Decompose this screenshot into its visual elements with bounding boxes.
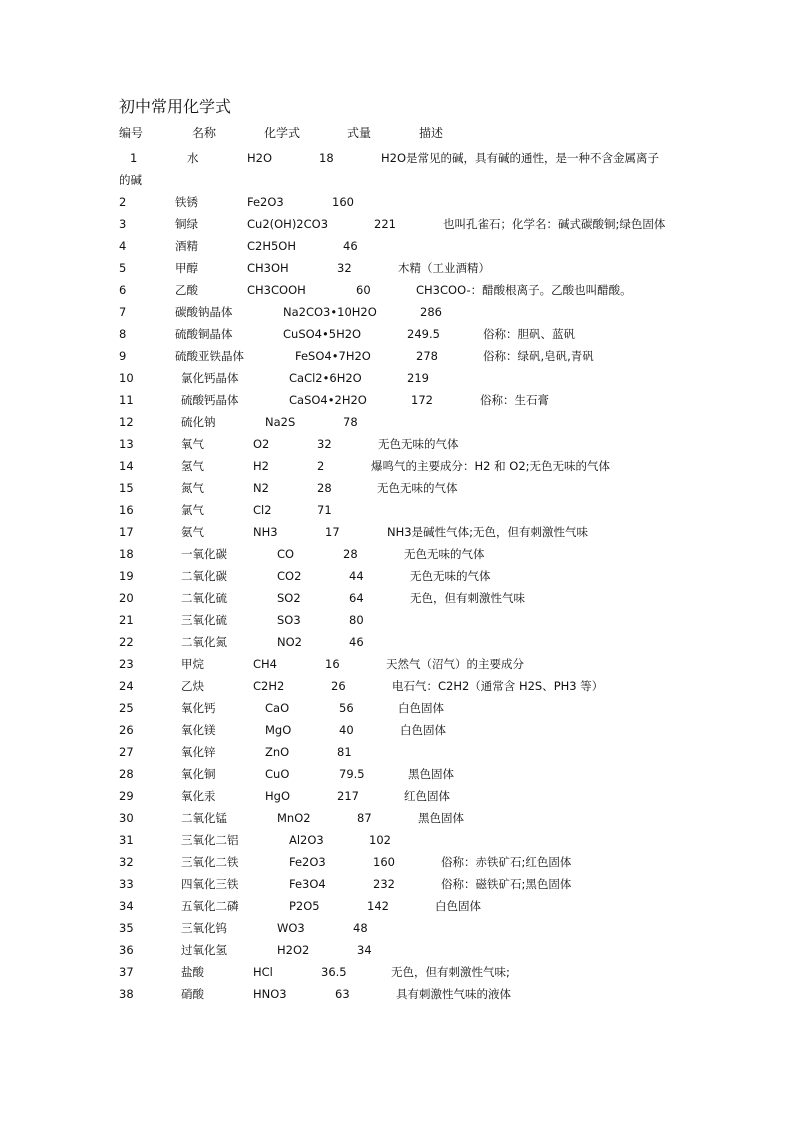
item-formula: HNO3: [253, 987, 287, 1001]
item-number: 8: [119, 327, 127, 341]
item-formula: N2: [253, 481, 269, 495]
item-mass: 16: [325, 657, 340, 671]
item-name: 氧化铜: [181, 767, 216, 781]
item-description: 木精（工业酒精）: [398, 261, 490, 275]
item-formula: CH3OH: [247, 261, 289, 275]
item-description: H2O是常见的碱，具有碱的通性，是一种不含金属离子: [381, 151, 660, 165]
item-formula: WO3: [277, 921, 305, 935]
item-description: 红色固体: [404, 789, 450, 803]
item-number: 27: [119, 745, 134, 759]
item-formula: Fe2O3: [289, 855, 326, 869]
item-mass: 160: [332, 195, 354, 209]
page-title: 初中常用化学式: [119, 97, 232, 116]
item-description: 具有刺激性气味的液体: [396, 987, 511, 1001]
item-name: 乙酸: [175, 283, 198, 297]
item-formula: Na2CO3•10H2O: [283, 305, 377, 319]
item-name: 氧气: [181, 437, 204, 451]
item-description: 俗称：磁铁矿石;黑色固体: [441, 877, 572, 891]
item-name: 二氧化氮: [181, 635, 227, 649]
item-description: 无色无味的气体: [410, 569, 491, 583]
item-formula: Na2S: [265, 415, 296, 429]
item-mass: 63: [335, 987, 350, 1001]
item-description: 俗称：绿矾,皂矾,青矾: [483, 349, 594, 363]
item-number: 15: [119, 481, 134, 495]
header-number: 编号: [119, 126, 144, 140]
item-mass: 46: [349, 635, 364, 649]
item-mass: 60: [356, 283, 371, 297]
item-number: 10: [119, 371, 134, 385]
item-description: 俗称：胆矾、蓝矾: [483, 327, 575, 341]
item-number: 5: [119, 261, 127, 275]
item-number: 14: [119, 459, 134, 473]
item-mass: 71: [317, 503, 332, 517]
item-mass: 87: [357, 811, 372, 825]
item-name: 甲醇: [175, 261, 198, 275]
item-formula: CaCl2•6H2O: [289, 371, 362, 385]
item-formula: CH4: [253, 657, 277, 671]
item-description-continued: 的碱: [119, 173, 142, 187]
item-mass: 36.5: [321, 965, 347, 979]
item-description: NH3是碱性气体;无色，但有刺激性气味: [387, 525, 588, 539]
item-name: 氢气: [181, 459, 204, 473]
item-name: 硫酸铜晶体: [175, 327, 233, 341]
item-name: 乙炔: [181, 679, 204, 693]
item-description: 无色，但有刺激性气味: [410, 591, 525, 605]
item-description: 无色无味的气体: [377, 481, 458, 495]
item-name: 三氧化硫: [181, 613, 227, 627]
item-formula: H2: [253, 459, 269, 473]
item-description: 爆鸣气的主要成分：H2 和 O2;无色无味的气体: [371, 459, 611, 473]
item-mass: 142: [367, 899, 389, 913]
item-formula: CaO: [265, 701, 290, 715]
item-number: 16: [119, 503, 134, 517]
item-mass: 26: [331, 679, 346, 693]
item-mass: 40: [339, 723, 354, 737]
item-number: 36: [119, 943, 134, 957]
item-formula: Al2O3: [289, 833, 324, 847]
item-name: 硫酸钙晶体: [181, 393, 239, 407]
item-formula: FeSO4•7H2O: [295, 349, 371, 363]
item-formula: Cl2: [253, 503, 272, 517]
item-number: 38: [119, 987, 134, 1001]
item-name: 水: [187, 151, 199, 165]
item-name: 氧化汞: [181, 789, 216, 803]
item-formula: SO2: [277, 591, 301, 605]
item-mass: 80: [349, 613, 364, 627]
item-number: 31: [119, 833, 134, 847]
item-formula: Fe2O3: [247, 195, 284, 209]
item-mass: 172: [411, 393, 433, 407]
item-name: 硝酸: [181, 987, 204, 1001]
item-mass: 48: [353, 921, 368, 935]
item-description: 白色固体: [398, 701, 444, 715]
item-number: 26: [119, 723, 134, 737]
item-name: 硫酸亚铁晶体: [175, 349, 244, 363]
item-mass: 102: [369, 833, 391, 847]
item-formula: P2O5: [289, 899, 320, 913]
item-name: 四氧化三铁: [181, 877, 239, 891]
item-mass: 32: [337, 261, 352, 275]
item-name: 二氧化锰: [181, 811, 227, 825]
item-number: 2: [119, 195, 127, 209]
item-number: 3: [119, 217, 127, 231]
item-name: 铜绿: [175, 217, 198, 231]
item-mass: 78: [343, 415, 358, 429]
item-formula: HCl: [253, 965, 273, 979]
item-description: 俗称：赤铁矿石;红色固体: [441, 855, 572, 869]
item-number: 19: [119, 569, 134, 583]
item-number: 7: [119, 305, 127, 319]
item-name: 氯气: [181, 503, 204, 517]
item-number: 30: [119, 811, 134, 825]
item-formula: Fe3O4: [289, 877, 326, 891]
item-description: 天然气（沼气）的主要成分: [386, 657, 524, 671]
item-mass: 46: [343, 239, 358, 253]
item-number: 32: [119, 855, 134, 869]
header-formula: 化学式: [264, 126, 301, 140]
item-name: 二氧化硫: [181, 591, 227, 605]
item-number: 13: [119, 437, 134, 451]
item-number: 4: [119, 239, 127, 253]
item-number: 20: [119, 591, 134, 605]
item-number: 11: [119, 393, 134, 407]
item-formula: ZnO: [265, 745, 290, 759]
item-formula: MgO: [265, 723, 292, 737]
item-number: 22: [119, 635, 134, 649]
item-formula: H2O: [247, 151, 273, 165]
item-number: 37: [119, 965, 134, 979]
item-name: 氯化钙晶体: [181, 371, 239, 385]
item-mass: 221: [374, 217, 396, 231]
item-name: 氧化镁: [181, 723, 216, 737]
item-formula: H2O2: [277, 943, 310, 957]
item-name: 三氧化二铝: [181, 833, 239, 847]
item-formula: CO: [277, 547, 295, 561]
item-formula: CH3COOH: [247, 283, 306, 297]
item-mass: 81: [337, 745, 352, 759]
item-description: 电石气：C2H2（通常含 H2S、PH3 等）: [392, 679, 604, 693]
item-formula: MnO2: [277, 811, 311, 825]
item-number: 9: [119, 349, 127, 363]
item-mass: 34: [357, 943, 372, 957]
item-mass: 160: [373, 855, 395, 869]
item-formula: Cu2(OH)2CO3: [247, 217, 329, 231]
item-number: 25: [119, 701, 134, 715]
item-name: 氨气: [181, 525, 204, 539]
item-number: 34: [119, 899, 134, 913]
item-mass: 28: [343, 547, 358, 561]
item-mass: 44: [349, 569, 364, 583]
item-number: 29: [119, 789, 134, 803]
item-description: 无色无味的气体: [378, 437, 459, 451]
item-name: 盐酸: [181, 965, 204, 979]
item-formula: SO3: [277, 613, 301, 627]
item-name: 三氧化钨: [181, 921, 227, 935]
item-number: 33: [119, 877, 134, 891]
item-name: 三氧化二铁: [181, 855, 239, 869]
item-formula: HgO: [265, 789, 290, 803]
item-description: 黑色固体: [418, 811, 464, 825]
item-mass: 32: [317, 437, 332, 451]
item-formula: CuO: [265, 767, 290, 781]
item-mass: 64: [349, 591, 364, 605]
item-mass: 28: [317, 481, 332, 495]
item-name: 一氧化碳: [181, 547, 227, 561]
item-name: 酒精: [175, 239, 198, 253]
item-mass: 2: [317, 459, 325, 473]
item-number: 28: [119, 767, 134, 781]
item-mass: 278: [416, 349, 438, 363]
item-number: 23: [119, 657, 134, 671]
item-formula: CaSO4•2H2O: [289, 393, 367, 407]
item-mass: 232: [373, 877, 395, 891]
item-mass: 219: [407, 371, 429, 385]
header-description: 描述: [419, 126, 444, 140]
item-number: 6: [119, 283, 127, 297]
item-description: 无色无味的气体: [404, 547, 485, 561]
item-formula: CO2: [277, 569, 302, 583]
item-mass: 18: [319, 151, 334, 165]
item-name: 硫化钠: [181, 415, 216, 429]
item-description: 黑色固体: [408, 767, 454, 781]
item-formula: NO2: [277, 635, 302, 649]
item-mass: 286: [420, 305, 442, 319]
header-name: 名称: [192, 126, 217, 140]
item-formula: NH3: [253, 525, 278, 539]
item-number: 18: [119, 547, 134, 561]
item-formula: O2: [253, 437, 270, 451]
item-mass: 56: [339, 701, 354, 715]
item-name: 氮气: [181, 481, 204, 495]
item-number: 17: [119, 525, 134, 539]
item-name: 氧化锌: [181, 745, 216, 759]
item-description: CH3COO-：醋酸根离子。乙酸也叫醋酸。: [416, 283, 632, 297]
item-mass: 217: [337, 789, 359, 803]
item-description: 白色固体: [435, 899, 481, 913]
item-formula: C2H5OH: [247, 239, 297, 253]
header-mass: 式量: [347, 126, 372, 140]
item-name: 铁锈: [175, 195, 198, 209]
item-name: 氧化钙: [181, 701, 216, 715]
item-formula: C2H2: [253, 679, 285, 693]
item-mass: 249.5: [407, 327, 440, 341]
item-mass: 17: [325, 525, 340, 539]
item-description: 也叫孔雀石；化学名：碱式碳酸铜;绿色固体: [443, 217, 666, 231]
item-number: 12: [119, 415, 134, 429]
item-name: 二氧化碳: [181, 569, 227, 583]
item-number: 21: [119, 613, 134, 627]
item-name: 碳酸钠晶体: [175, 305, 233, 319]
item-description: 无色，但有刺激性气味;: [391, 965, 510, 979]
item-name: 过氧化氢: [181, 943, 227, 957]
item-number: 24: [119, 679, 134, 693]
item-description: 俗称：生石膏: [480, 393, 549, 407]
item-number: 1: [130, 151, 138, 165]
item-formula: CuSO4•5H2O: [283, 327, 362, 341]
item-mass: 79.5: [339, 767, 365, 781]
item-number: 35: [119, 921, 134, 935]
item-name: 五氧化二磷: [181, 899, 239, 913]
item-name: 甲烷: [181, 657, 204, 671]
item-description: 白色固体: [400, 723, 446, 737]
